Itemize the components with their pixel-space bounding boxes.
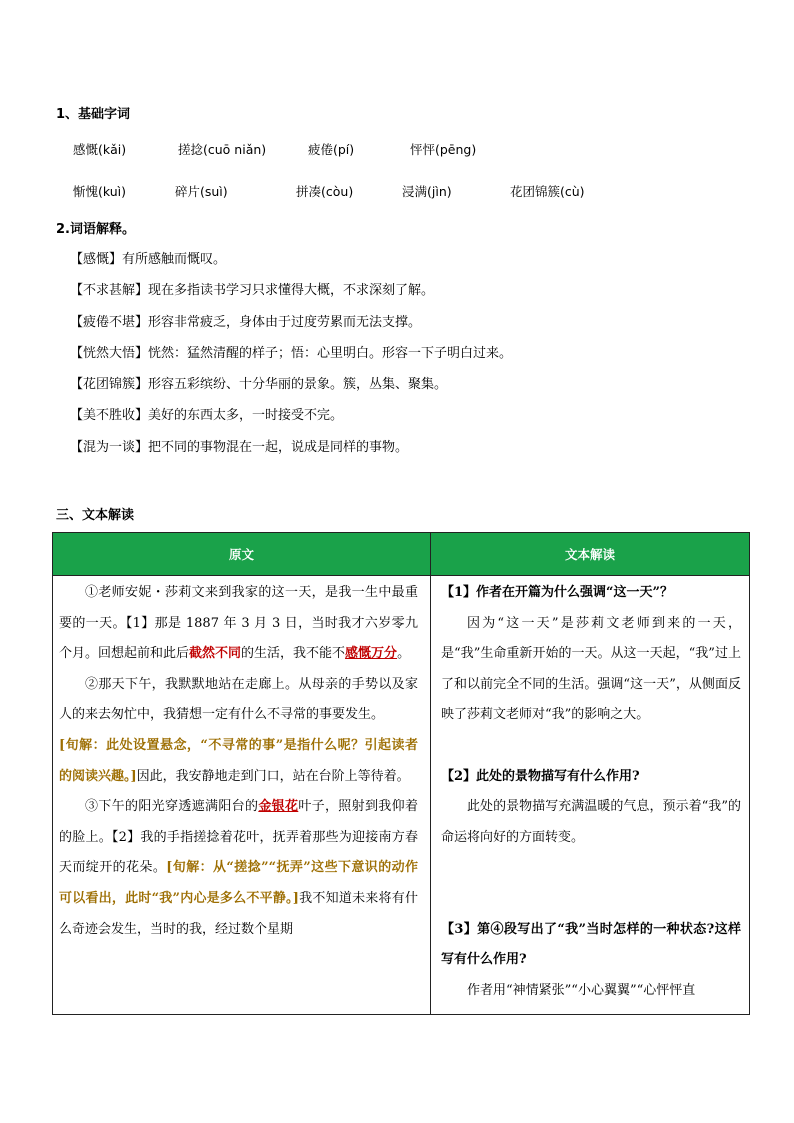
vocab-word: 感慨(kǎi) bbox=[73, 142, 127, 157]
section-heading-word-explanation: 2.词语解释。 bbox=[56, 222, 135, 237]
text-span: 因此，我安静地走到门口，站在台阶上等待着。 bbox=[136, 768, 410, 784]
vocab-word: 浸满(jìn) bbox=[402, 184, 452, 199]
column-header-analysis: 文本解读 bbox=[431, 533, 750, 576]
annotation-text: [旬解：此处设置悬念，“不寻常的事”是指什么呢？引起读者的阅读兴趣。] bbox=[59, 737, 418, 784]
section-heading-basic-words: 1、基础字词 bbox=[56, 107, 131, 122]
paragraph-2 bbox=[53, 670, 430, 731]
reading-table bbox=[52, 532, 750, 1015]
text-span: 叶子，照射到我仰着的脸上。【2】我的手指搓捻着花叶，抚弄着那些为迎接南方春天而绽开的花朵。 bbox=[59, 799, 418, 876]
table-body-row bbox=[53, 576, 750, 1015]
text-span: ③下午的阳光穿透遮满阳台的 bbox=[85, 799, 259, 815]
definition-item: 【美不胜收】美好的东西太多，一时接受不完。 bbox=[70, 408, 344, 424]
vocab-word: 花团锦簇(cù) bbox=[510, 184, 585, 199]
answer-3: 作者用“神情紧张”“小心翼翼”“心怦怦直 bbox=[467, 982, 696, 998]
table-header-row bbox=[53, 533, 750, 576]
vocab-word: 怦怦(pēng) bbox=[410, 142, 477, 157]
answer-2: 此处的景物描写充满温暖的气息，预示着“我”的命运将向好的方面转变。 bbox=[441, 799, 741, 845]
definition-item: 【不求甚解】现在多指读书学习只求懂得大概，不求深刻了解。 bbox=[70, 283, 435, 299]
original-text-cell bbox=[53, 576, 431, 1015]
definition-list bbox=[70, 244, 770, 463]
definition-item: 【感慨】有所感触而慨叹。 bbox=[70, 252, 227, 267]
paragraph-1 bbox=[53, 578, 430, 670]
question-3: 【3】第④段写出了“我”当时怎样的一种状态?这样写有什么作用? bbox=[441, 921, 741, 968]
vocab-word: 碎片(suì) bbox=[175, 184, 228, 199]
text-span: 我不知道未来将有什么奇迹会发生，当时的我，经过数个星期 bbox=[59, 890, 418, 937]
definition-item: 【花团锦簇】形容五彩缤纷、十分华丽的景象。簇，丛集、聚集。 bbox=[70, 377, 448, 393]
question-2: 【2】此处的景物描写有什么作用? bbox=[441, 768, 640, 784]
vocab-word: 惭愧(kuì) bbox=[73, 184, 127, 199]
paragraph-3 bbox=[53, 792, 430, 945]
section-heading-text-analysis: 三、文本解读 bbox=[56, 508, 135, 523]
definition-item: 【恍然大悟】恍然：猛然清醒的样子；悟：心里明白。形容一下子明白过来。 bbox=[70, 345, 513, 361]
highlight-phrase: 金银花 bbox=[258, 799, 299, 815]
highlight-phrase: 感慨万分 bbox=[345, 646, 398, 662]
text-span: ①老师安妮・莎莉文来到我家的这一天，是我一生中最重要的一天。【1】那是 1887 年 3 月 3 日，当时我才六岁零九个月。回想起前和此后 bbox=[59, 585, 418, 662]
vocab-word: 搓捻(cuō niǎn) bbox=[178, 142, 267, 157]
question-1: 【1】作者在开篇为什么强调“这一天”？ bbox=[441, 585, 674, 600]
answer-1: 因为“这一天”是莎莉文老师到来的一天，是“我”生命重新开始的一天。从这一天起，“我”过上了和以前完全不同的生活。强调“这一天”，从侧面反映了莎莉文老师对“我”的影响之大。 bbox=[441, 615, 741, 723]
text-span: ②那天下午，我默默地站在走廊上。从母亲的手势以及家人的来去匆忙中，我猜想一定有什么不寻常的事要发生。 bbox=[59, 676, 418, 723]
vocab-word: 疲倦(pí) bbox=[308, 142, 355, 157]
definition-item: 【混为一谈】把不同的事物混在一起，说成是同样的事物。 bbox=[70, 439, 409, 455]
annotation-text: [旬解：从“搓捻”“抚弄”这些下意识的动作可以看出，此时“我”内心是多么不平静。] bbox=[59, 860, 418, 906]
paragraph-2-annotation bbox=[53, 731, 430, 792]
definition-item: 【疲倦不堪】形容非常疲乏，身体由于过度劳累而无法支撑。 bbox=[70, 314, 422, 330]
vocab-word: 拼凑(còu) bbox=[296, 184, 354, 199]
analysis-cell bbox=[431, 576, 750, 1015]
text-span: 的生活，我不能不 bbox=[241, 646, 346, 662]
text-span: 。 bbox=[397, 646, 411, 662]
highlight-phrase: 截然不同 bbox=[189, 646, 242, 662]
column-header-original: 原文 bbox=[53, 533, 431, 576]
